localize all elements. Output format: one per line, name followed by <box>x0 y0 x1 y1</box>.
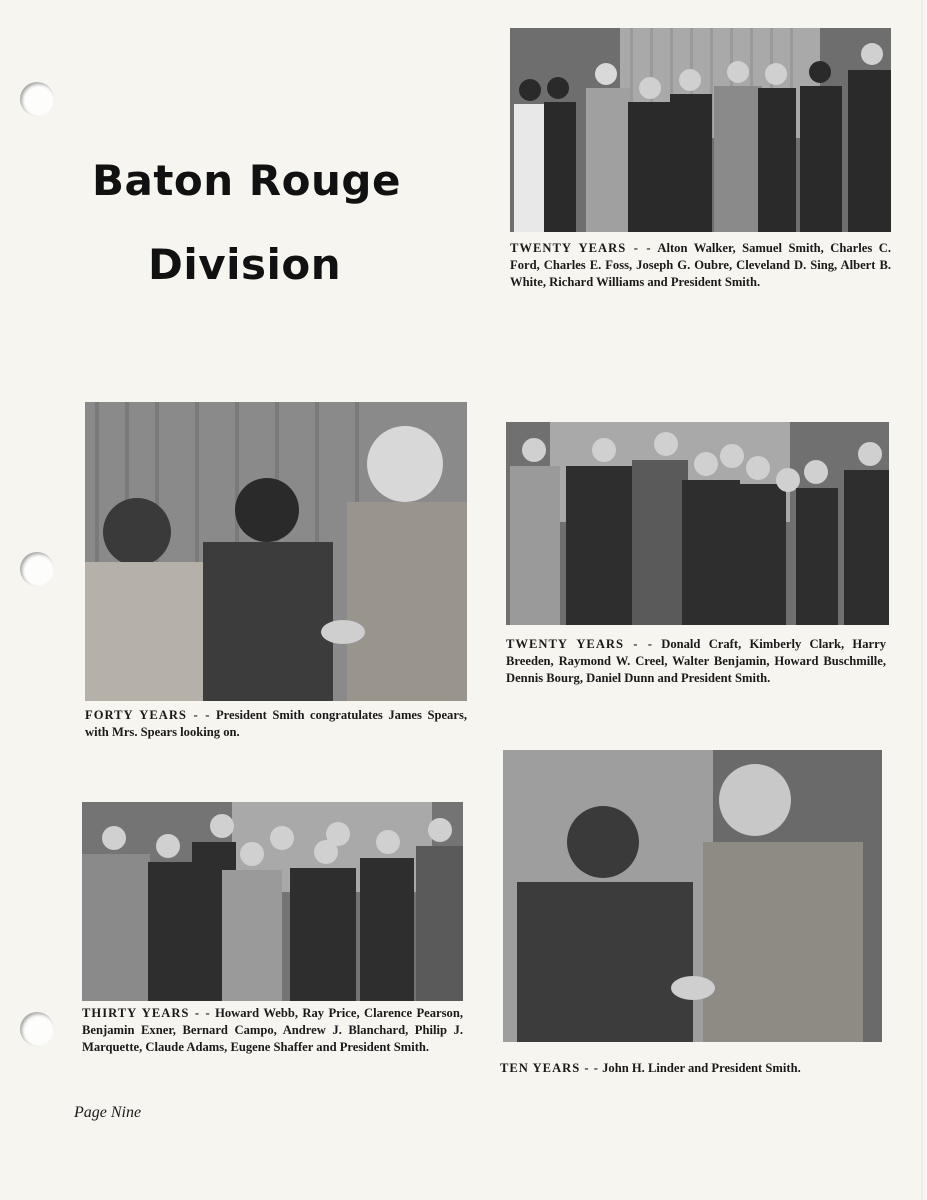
caption-lead: FORTY YEARS - - <box>85 708 211 722</box>
caption-forty-years <box>85 707 467 741</box>
caption-names: Alton Walker, Samuel Smith, Charles C. Ford, Charles E. Foss, Joseph G. Oubre, Cleveland D. Sing, Albert B. White, Richard Williams and President Smith. <box>510 241 891 289</box>
caption-twenty-years-group-b <box>506 636 886 687</box>
page-edge <box>921 0 927 1200</box>
punch-hole-bottom <box>20 1012 54 1046</box>
photo-forty-years <box>85 402 467 701</box>
caption-thirty-years <box>82 1005 463 1056</box>
punch-hole-middle <box>20 552 54 586</box>
photo-twenty-years-group-a <box>510 28 891 232</box>
page-number: Page Nine <box>74 1104 142 1121</box>
caption-lead: THIRTY YEARS - - <box>82 1006 211 1020</box>
division-title-line1: Baton Rouge <box>92 156 401 205</box>
caption-twenty-years-group-a <box>510 240 891 291</box>
punch-hole-top <box>20 82 54 116</box>
caption-names: Howard Webb, Ray Price, Clarence Pearson, Benjamin Exner, Bernard Campo, Andrew J. Blanchard, Philip J. Marquette, Claude Adams, Eugene Shaffer and President Smith. <box>82 1006 463 1054</box>
caption-lead: TWENTY YEARS - - <box>510 241 652 255</box>
division-title-line2: Division <box>148 240 342 289</box>
photo-thirty-years <box>82 802 463 1001</box>
caption-names: Donald Craft, Kimberly Clark, Harry Breeden, Raymond W. Creel, Walter Benjamin, Howard Buschmille, Dennis Bourg, Daniel Dunn and President Smith. <box>506 637 886 685</box>
caption-names: President Smith congratulates James Spears, with Mrs. Spears looking on. <box>85 708 467 739</box>
caption-ten-years <box>500 1060 882 1077</box>
photo-twenty-years-group-b <box>506 422 889 625</box>
caption-names: John H. Linder and President Smith. <box>602 1061 801 1075</box>
caption-lead: TEN YEARS - - <box>500 1061 599 1075</box>
caption-lead: TWENTY YEARS - - <box>506 637 653 651</box>
photo-ten-years <box>503 750 882 1042</box>
